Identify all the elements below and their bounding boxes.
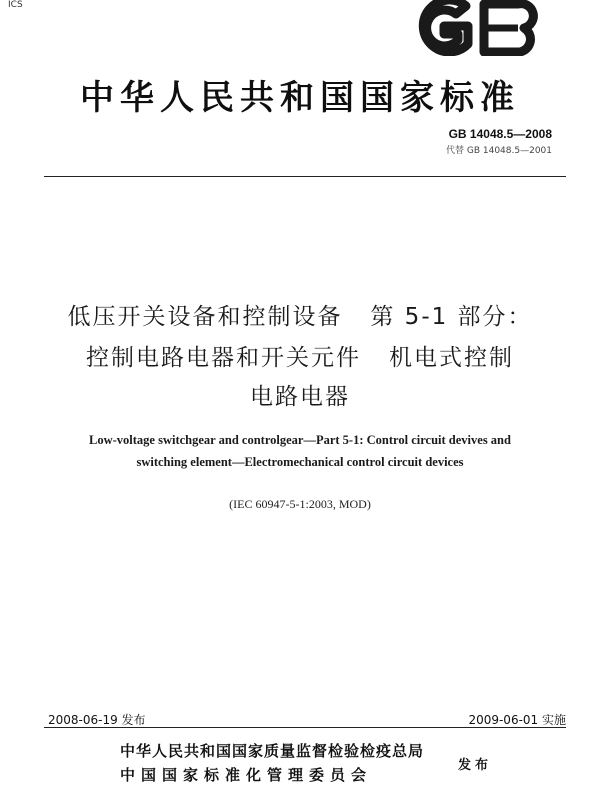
corner-mark: ICS <box>8 0 23 10</box>
header-divider <box>44 176 566 177</box>
chinese-title-line-2: 控制电路电器和开关元件 机电式控制 <box>86 345 514 371</box>
issuer-aqsiq: 中华人民共和国国家质量监督检验检疫总局 <box>120 742 425 760</box>
publish-label: 发布 <box>458 758 493 773</box>
gb-logo-icon <box>402 0 550 56</box>
issue-date: 2008-06-19 发布 <box>48 713 146 727</box>
chinese-title-line-3: 电路电器 <box>250 384 350 410</box>
english-title-line-1: Low-voltage switchgear and controlgear—Part 5-1: Control circuit devives and <box>89 433 511 447</box>
issuer-sac: 中国国家标准化管理委员会 <box>120 766 373 784</box>
chinese-title-line-1: 低压开关设备和控制设备 第 5-1 部分： <box>67 304 533 330</box>
english-title-line-2: switching element—Electromechanical control circuit devices <box>136 455 464 469</box>
implementation-date: 2009-06-01 实施 <box>468 713 566 727</box>
footer-divider <box>44 727 566 728</box>
standard-category-title: 中华人民共和国国家标准 <box>80 78 520 118</box>
standard-number: GB 14048.5—2008 <box>448 127 552 141</box>
replaces-standard: 代替 GB 14048.5—2001 <box>446 146 552 156</box>
adoption-reference: (IEC 60947-5-1:2003, MOD) <box>229 497 371 511</box>
